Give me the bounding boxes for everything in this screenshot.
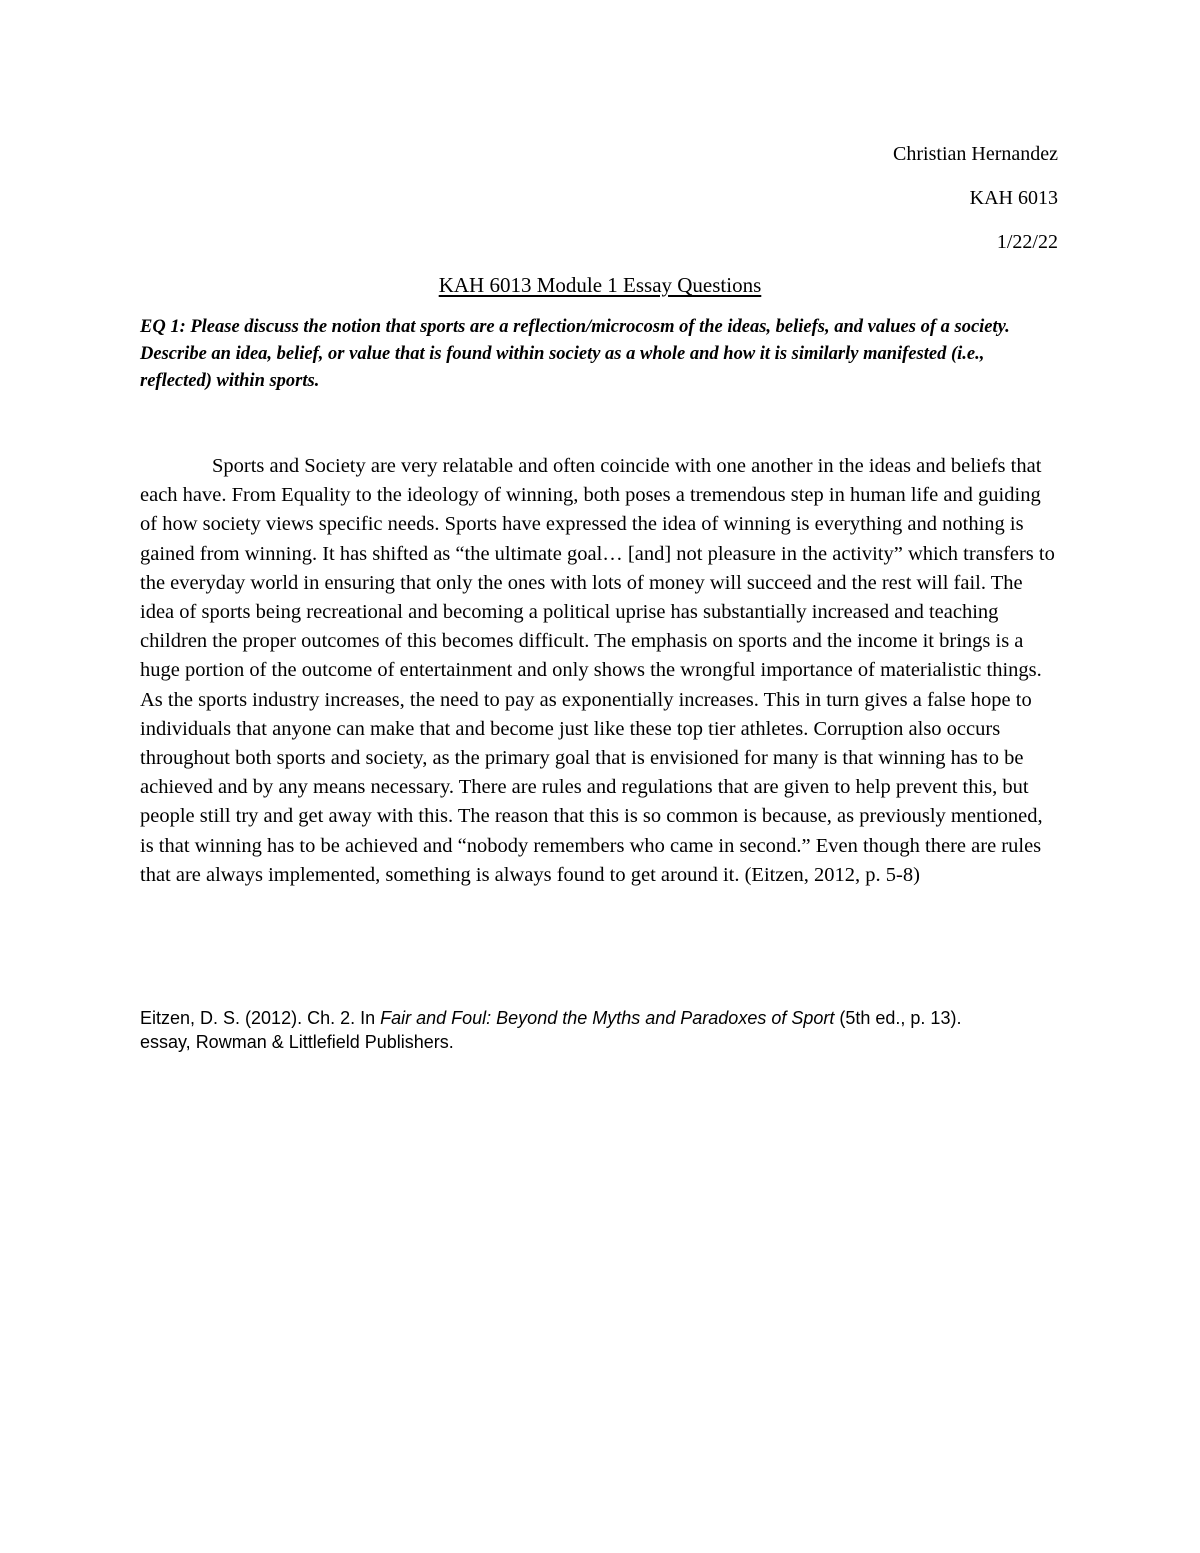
essay-body (140, 452, 1060, 890)
document-title: KAH 6013 Module 1 Essay Questions (438, 273, 762, 297)
author-name: Christian Hernandez (893, 143, 1058, 165)
document-date: 1/22/22 (996, 231, 1058, 253)
reference-suffix: (5th ed., p. 13). (834, 1008, 962, 1028)
course-code: KAH 6013 (969, 187, 1058, 209)
essay-question (140, 314, 1060, 395)
reference-entry (140, 1006, 1070, 1054)
document-title-block (0, 272, 1200, 298)
essay-question-text: EQ 1: Please discuss the notion that sports are a reflection/microcosm of the ideas, beliefs, and values of a society. Describe an idea, belief, or value that is found within society as a whole and how it is similarly manifested (i.e., reflected) within sports. (140, 317, 1010, 391)
reference-line-1 (140, 1006, 1070, 1030)
essay-paragraph: Sports and Society are very relatable and often coincide with one another in the ideas and beliefs that each have. From Equality to the ideology of winning, both poses a tremendous step in human life and guiding of how society views specific needs. Sports have expressed the idea of winning is everything and nothing is gained from winning. It has shifted as “the ultimate goal… [and] not pleasure in the activity” which transfers to the everyday world in ensuring that only the ones with lots of money will succeed and the rest will fail. The idea of sports being recreational and becoming a political uprise has substantially increased and teaching children the proper outcomes of this becomes difficult. The emphasis on sports and the income it brings is a huge portion of the outcome of entertainment and only shows the wrongful importance of materialistic things. As the sports industry increases, the need to pay as exponentially increases. This in turn gives a false hope to individuals that anyone can make that and become just like these top tier athletes. Corruption also occurs throughout both sports and society, as the primary goal that is envisioned for many is that winning has to be achieved and by any means necessary. There are rules and regulations that are given to help prevent this, but people still try and get away with this. The reason that this is so common is because, as previously mentioned, is that winning has to be achieved and “nobody remembers who came in second.” Even though there are rules that are always implemented, something is always found to get around it. (Eitzen, 2012, p. 5-8) (140, 455, 1055, 886)
reference-book-title: Fair and Foul: Beyond the Myths and Paradoxes of Sport (380, 1008, 835, 1028)
reference-line-2: essay, Rowman & Littlefield Publishers. (140, 1032, 454, 1052)
reference-prefix: Eitzen, D. S. (2012). Ch. 2. In (140, 1008, 381, 1028)
